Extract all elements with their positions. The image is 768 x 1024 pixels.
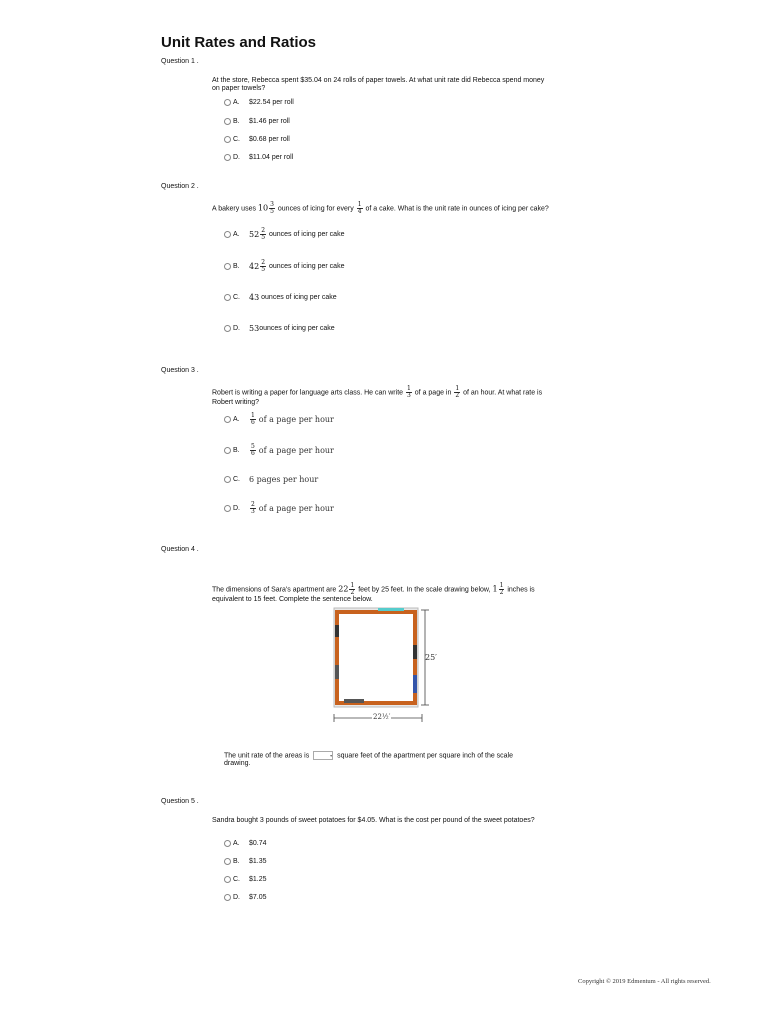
option-text: $0.68 per roll <box>249 135 290 143</box>
q3-fraction-1 <box>406 386 412 399</box>
option-letter: A. <box>233 230 240 238</box>
fraction-denominator: 5 <box>261 233 266 241</box>
height-dimension-label: 25′ <box>425 653 437 662</box>
option-text: $1.35 <box>249 857 267 865</box>
fraction-numerator: 1 <box>499 582 504 589</box>
q2-mixed-whole: 10 <box>257 203 269 213</box>
option-text: of a page per hour <box>258 414 334 424</box>
q3-text-post: of an hour. At what rate is Robert writing? <box>212 389 543 406</box>
radio-icon[interactable] <box>224 263 231 270</box>
q4-text-mid: feet by 25 feet. In the scale drawing below, <box>358 586 491 594</box>
fraction-denominator: 2 <box>499 589 504 596</box>
radio-icon[interactable] <box>224 858 231 865</box>
fraction-denominator: 2 <box>455 392 460 399</box>
option-letter: B. <box>233 857 240 865</box>
option-fraction <box>250 444 256 457</box>
option-whole: 52 <box>249 229 260 239</box>
radio-icon[interactable] <box>224 876 231 883</box>
option-letter: A. <box>233 839 240 847</box>
fraction-numerator: 2 <box>251 500 255 508</box>
q2-option-b[interactable] <box>224 258 345 273</box>
fraction-denominator: 6 <box>251 418 255 426</box>
q2-mixed-fraction <box>269 202 275 215</box>
option-text: $11.04 per roll <box>249 153 294 161</box>
radio-icon[interactable] <box>224 505 231 512</box>
q5-option-c[interactable] <box>224 874 267 884</box>
option-letter: C. <box>233 135 240 143</box>
fraction-denominator: 4 <box>357 208 362 215</box>
fraction-numerator: 5 <box>251 442 255 450</box>
question-3-text <box>212 386 552 407</box>
q4-scale-fraction <box>499 583 505 596</box>
fraction-denominator: 2 <box>350 589 355 596</box>
question-4-text <box>212 583 552 604</box>
question-2-text <box>212 202 552 215</box>
radio-icon[interactable] <box>224 894 231 901</box>
q4-sentence-pre: The unit rate of the areas is <box>224 752 310 760</box>
option-letter: B. <box>233 117 240 125</box>
dropdown-icon: ▾ <box>330 753 333 758</box>
option-text: of a page per hour <box>258 445 334 455</box>
fraction-denominator: 3 <box>251 507 255 515</box>
option-text: ounces of icing per cake <box>261 293 337 301</box>
q4-width-whole: 22 <box>338 584 349 594</box>
radio-icon[interactable] <box>224 325 231 332</box>
option-text: $1.25 <box>249 875 267 883</box>
option-letter: C. <box>233 293 240 301</box>
width-dimension-label: 22½′ <box>373 713 391 721</box>
q4-text-pre: The dimensions of Sara's apartment are <box>212 586 337 594</box>
option-text: $22.54 per roll <box>249 98 294 106</box>
fraction-denominator: 6 <box>251 449 255 457</box>
window-mark-right <box>413 675 417 693</box>
option-whole: 42 <box>249 261 260 271</box>
question-5-text: Sandra bought 3 pounds of sweet potatoes for $4.05. What is the cost per pound of the sweet potatoes? <box>212 817 535 824</box>
door-mark-right <box>413 645 417 659</box>
answer-dropdown[interactable] <box>313 751 333 760</box>
question-3-label: Question 3 . <box>161 367 199 374</box>
radio-icon[interactable] <box>224 294 231 301</box>
radio-icon[interactable] <box>224 840 231 847</box>
question-1-text: At the store, Rebecca spent $35.04 on 24 rolls of paper towels. At what unit rate did Rebecca spend money on paper towels? <box>212 77 545 92</box>
option-text: $0.74 <box>249 839 267 847</box>
option-text: of a page per hour <box>258 503 334 513</box>
option-letter: D. <box>233 504 240 512</box>
option-fraction <box>260 260 266 273</box>
fraction-numerator: 1 <box>350 582 355 589</box>
fraction-denominator: 3 <box>407 392 411 399</box>
copyright-footer: Copyright © 2019 Edmentum - All rights reserved. <box>578 978 711 985</box>
q3-option-b[interactable] <box>224 442 334 457</box>
option-text: $1.46 per roll <box>249 117 290 125</box>
fraction-numerator: 1 <box>251 411 255 419</box>
window-mark-left <box>335 665 339 679</box>
q1-option-b[interactable] <box>224 116 290 126</box>
scale-drawing-figure <box>330 605 440 730</box>
fraction-numerator: 1 <box>455 385 460 392</box>
radio-icon[interactable] <box>224 99 231 106</box>
radio-icon[interactable] <box>224 154 231 161</box>
option-whole: 43 <box>249 292 260 302</box>
q2-every-fraction <box>357 202 363 215</box>
option-letter: C. <box>233 475 240 483</box>
door-mark-left <box>335 625 339 637</box>
fraction-numerator: 2 <box>261 226 266 234</box>
option-fraction <box>260 228 266 241</box>
radio-icon[interactable] <box>224 447 231 454</box>
option-letter: A. <box>233 415 240 423</box>
q3-option-a[interactable] <box>224 411 334 426</box>
q2-option-a[interactable] <box>224 226 345 241</box>
q1-option-d[interactable] <box>224 152 293 162</box>
q1-option-c[interactable] <box>224 134 290 144</box>
q2-text-mid: ounces of icing for every <box>277 205 354 213</box>
question-2-label: Question 2 . <box>161 183 199 190</box>
option-fraction <box>250 502 256 515</box>
option-text: ounces of icing per cake <box>268 262 345 270</box>
fraction-numerator: 1 <box>357 201 362 208</box>
question-4-label: Question 4 . <box>161 546 199 553</box>
option-text: ounces of icing per cake <box>259 324 335 332</box>
q3-option-d[interactable] <box>224 500 334 515</box>
option-whole: 53 <box>249 323 260 333</box>
q4-scale-whole: 1 <box>492 584 498 594</box>
option-letter: D. <box>233 324 240 332</box>
radio-icon[interactable] <box>224 416 231 423</box>
q3-option-c[interactable] <box>224 474 318 484</box>
q4-text-post: inches is equivalent to 15 feet. Complete the sentence below. <box>212 586 535 603</box>
option-letter: B. <box>233 262 240 270</box>
q5-option-d[interactable] <box>224 892 267 902</box>
option-text: $7.05 <box>249 893 267 901</box>
door-mark-bottom <box>344 699 364 703</box>
q5-option-a[interactable] <box>224 838 267 848</box>
option-letter: A. <box>233 98 240 106</box>
q2-text-post: of a cake. What is the unit rate in ounces of icing per cake? <box>365 205 549 213</box>
q3-text-pre: Robert is writing a paper for language arts class. He can write <box>212 389 404 397</box>
q2-option-d[interactable] <box>224 323 335 333</box>
page-title: Unit Rates and Ratios <box>161 34 317 51</box>
option-fraction <box>250 413 256 426</box>
option-letter: B. <box>233 446 240 454</box>
q1-option-a[interactable] <box>224 97 294 107</box>
option-letter: C. <box>233 875 240 883</box>
option-text: ounces of icing per cake <box>268 230 345 238</box>
radio-icon[interactable] <box>224 136 231 143</box>
q2-text-pre: A bakery uses <box>212 205 256 213</box>
option-letter: D. <box>233 893 240 901</box>
question-1-label: Question 1 . <box>161 58 199 65</box>
q3-fraction-2 <box>454 386 460 399</box>
fraction-denominator: 5 <box>270 208 274 215</box>
q5-option-b[interactable] <box>224 856 267 866</box>
q4-sentence <box>224 751 540 768</box>
q4-width-fraction <box>349 583 355 596</box>
fraction-denominator: 5 <box>261 265 266 273</box>
option-text: 6 pages per hour <box>249 474 319 484</box>
option-letter: D. <box>233 153 240 161</box>
q4-sentence-post: square feet of the apartment per square inch of the scale drawing. <box>224 752 514 768</box>
floor-plan-outline <box>337 612 415 703</box>
radio-icon[interactable] <box>224 231 231 238</box>
fraction-numerator: 1 <box>407 385 411 392</box>
fraction-numerator: 3 <box>270 201 274 208</box>
radio-icon[interactable] <box>224 476 231 483</box>
question-5-label: Question 5 . <box>161 798 199 805</box>
balcony-mark <box>378 608 404 611</box>
radio-icon[interactable] <box>224 118 231 125</box>
fraction-numerator: 2 <box>261 258 266 266</box>
q2-option-c[interactable] <box>224 292 337 302</box>
q3-text-mid: of a page in <box>414 389 452 397</box>
scale-drawing-svg <box>330 605 440 730</box>
